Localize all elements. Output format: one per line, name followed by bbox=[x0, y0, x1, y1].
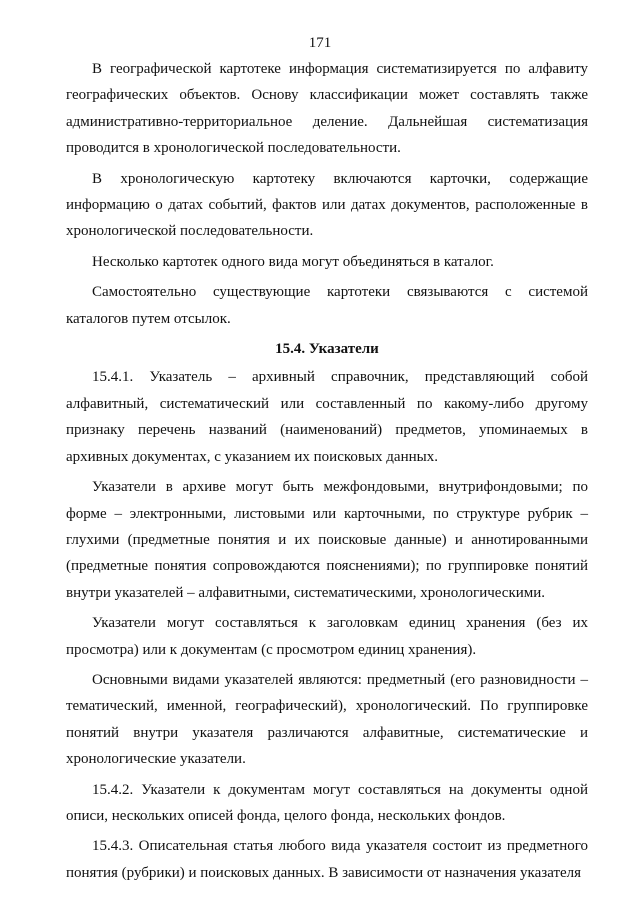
paragraph-catalog-union: Несколько картотек одного вида могут объединяться в каталог. bbox=[92, 253, 494, 270]
paragraph-index-types: Указатели в архиве могут быть межфондовыми, внутрифондовыми; по форме – электронными, листовыми или карточными, по структуре рубрик – глухими (предметные понятия и их поисковые данные) и аннотированными (предметные понятия сопровождаются пояснениями); по группировке понятий внутри указателей – алфавитными, систематическими, хронологическими. bbox=[66, 479, 588, 601]
paragraph-index-compilation: Указатели могут составляться к заголовкам единиц хранения (без их просмотра) или к документам (с просмотром единиц хранения). bbox=[66, 615, 588, 658]
paragraph-chronological-card-index: В хронологическую картотеку включаются карточки, содержащие информацию о датах событий, фактов или датах документов, расположенные в хронологической последовательности. bbox=[66, 170, 588, 240]
page-number: 171 bbox=[308, 35, 332, 51]
section-heading: 15.4. Указатели bbox=[275, 341, 379, 358]
page-body bbox=[66, 56, 588, 886]
paragraph-15-4-1: 15.4.1. Указатель – архивный справочник, представляющий собой алфавитный, систематический или составленный по какому-либо другому признаку перечень названий (наименований) предметов, упоминаемых в архивных документах, с указанием их поисковых данных. bbox=[66, 369, 588, 465]
paragraph-15-4-3: 15.4.3. Описательная статья любого вида указателя состоит из предметного понятия (рубрики) и поисковых данных. В зависимости от назначения указателя bbox=[66, 838, 588, 881]
paragraph-15-4-2: 15.4.2. Указатели к документам могут составляться на документы одной описи, нескольких описей фонда, целого фонда, нескольких фондов. bbox=[66, 781, 588, 824]
paragraph-main-index-kinds: Основными видами указателей являются: предметный (его разновидности – тематический, именной, географический), хронологический. По группировке понятий внутри указателя различаются алфавитные, систематические и хронологические указатели. bbox=[66, 671, 588, 768]
paragraph-geographic-card-index: В географической картотеке информация систематизируется по алфавиту географических объектов. Основу классификации может составлять также административно-территориальное деление. Дальнейшая систематизация проводится в хронологической последовательности. bbox=[66, 61, 588, 157]
paragraph-cross-references: Самостоятельно существующие картотеки связываются с системой каталогов путем отсылок. bbox=[66, 284, 588, 327]
